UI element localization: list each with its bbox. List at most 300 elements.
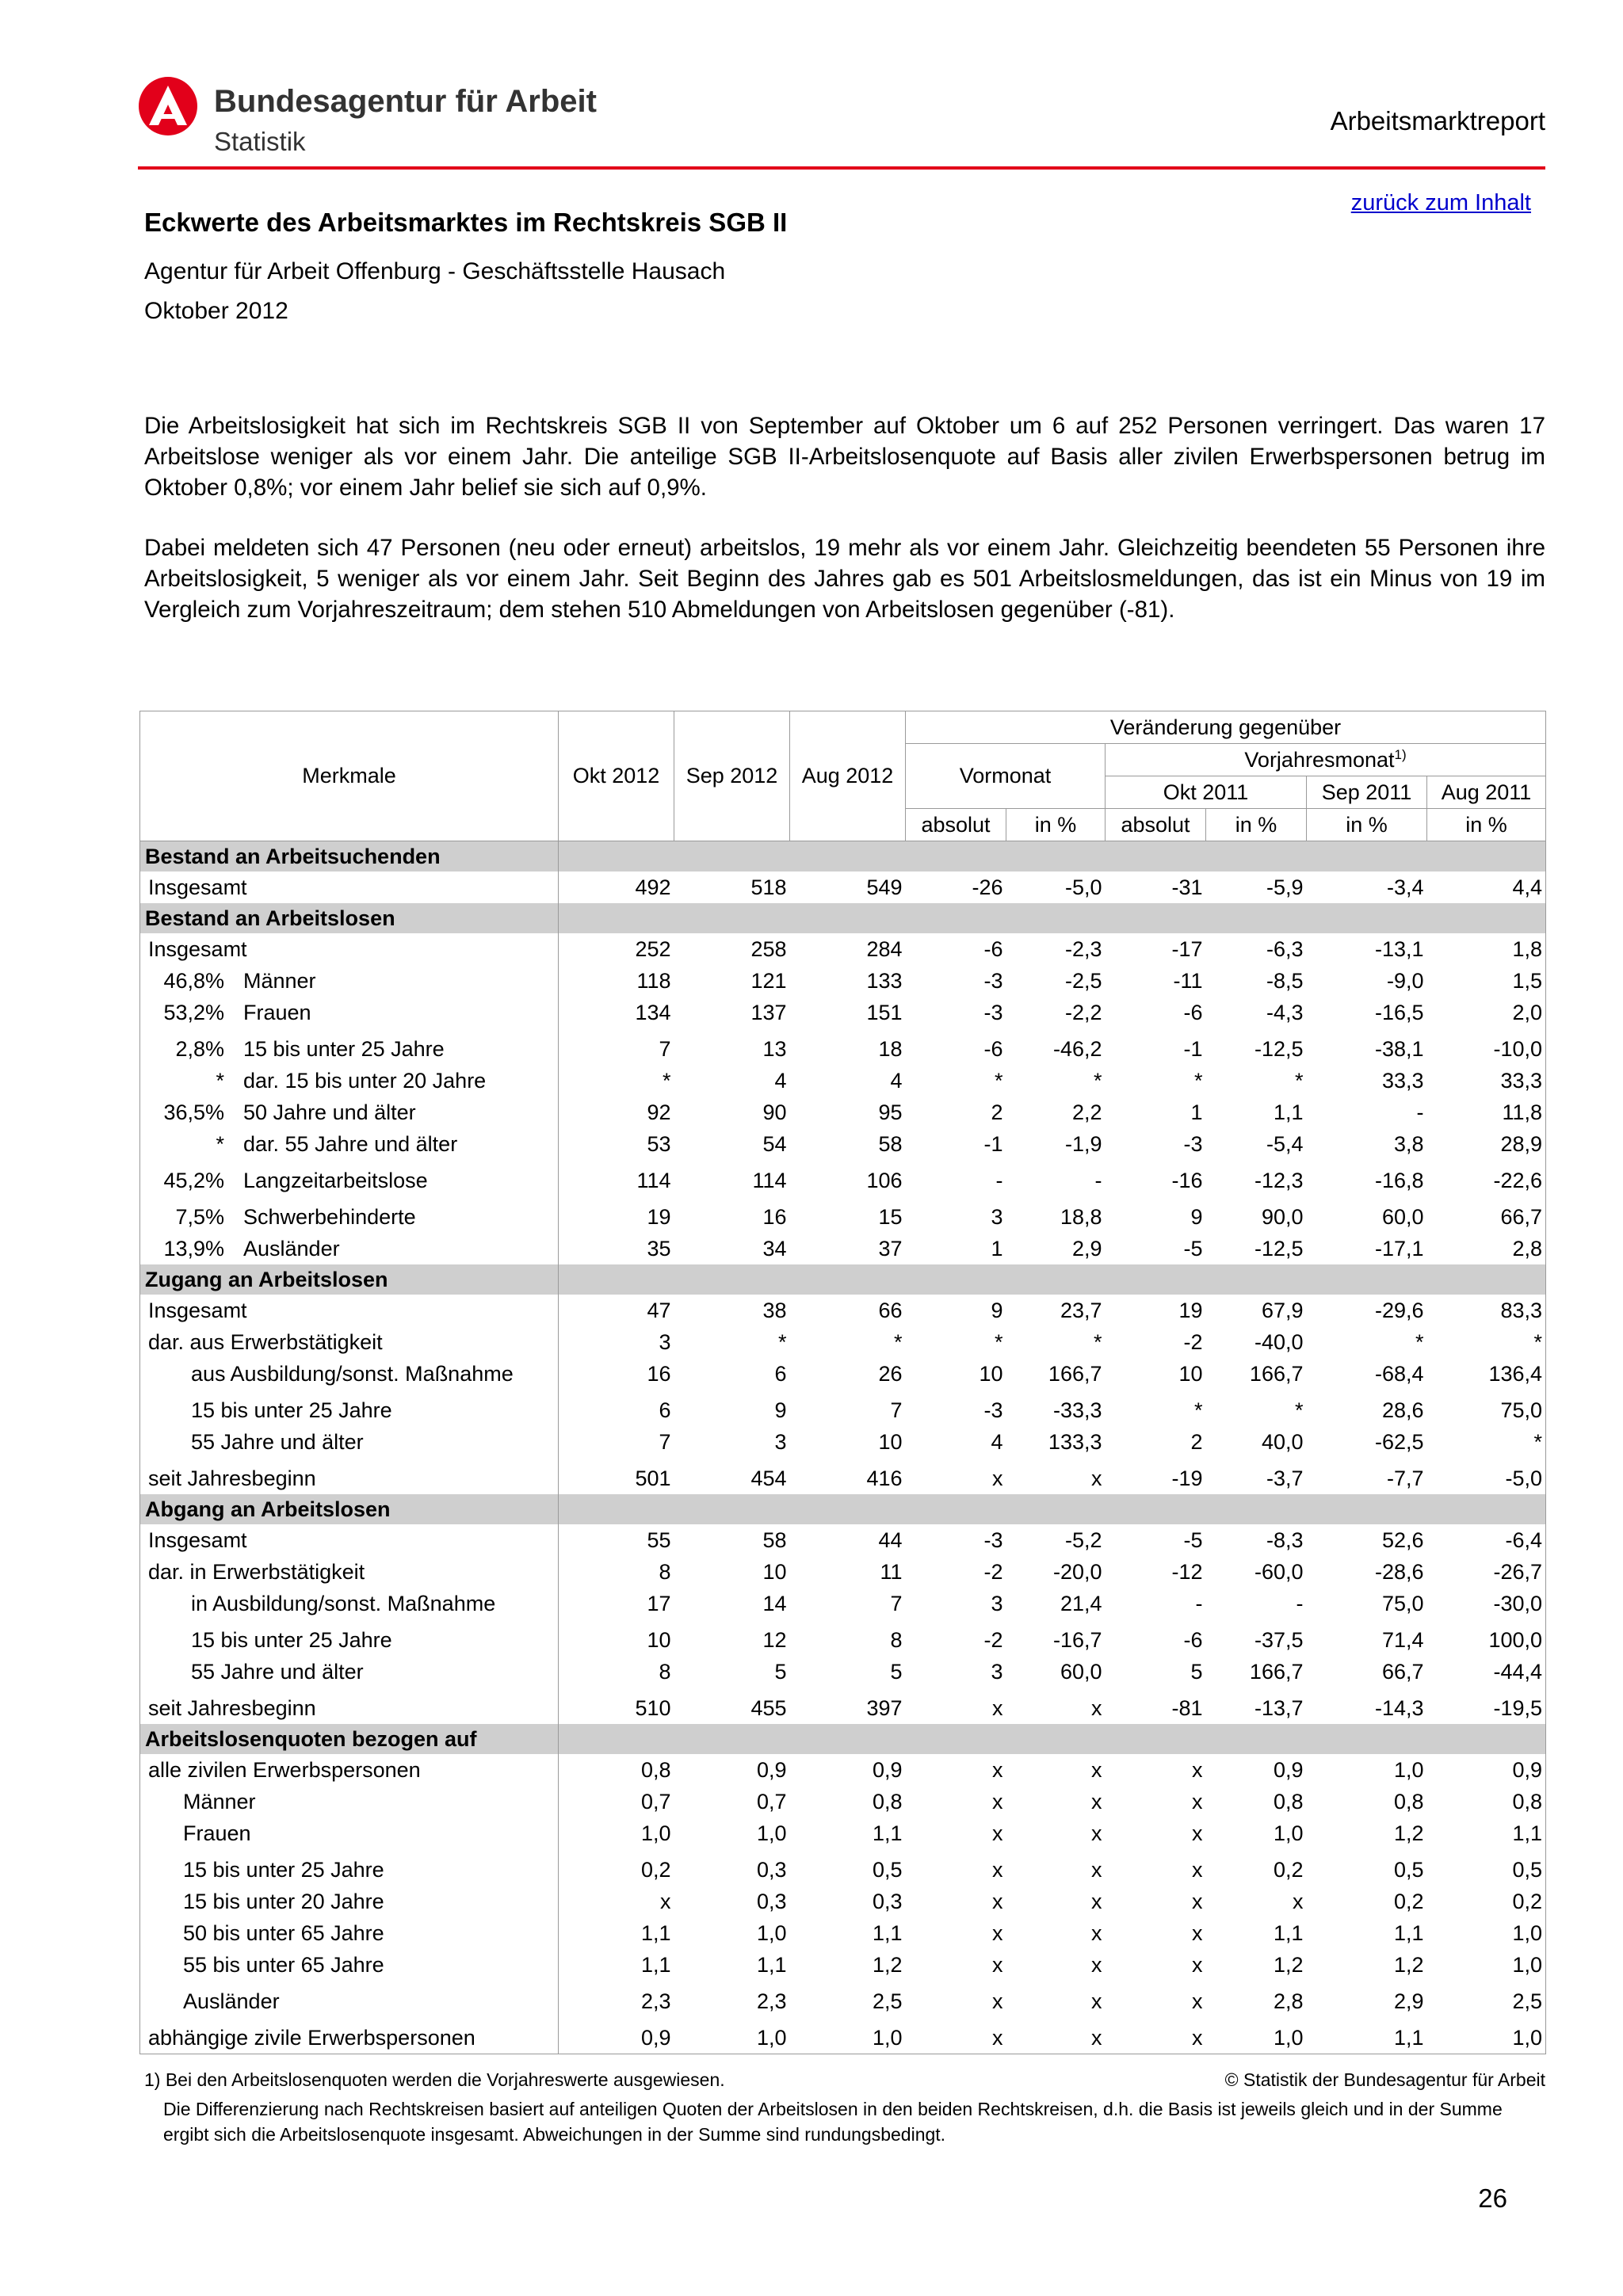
cell-value: 4 <box>991 1429 1003 1454</box>
footnote-ref: 1) <box>1394 747 1407 762</box>
cell-value: * <box>994 1329 1003 1354</box>
footnote-1: 1) Bei den Arbeitslosenquoten werden die Vorjahreswerte ausgewiesen. <box>144 2069 725 2090</box>
cell-value: 0,3 <box>756 1857 787 1882</box>
cell-value: 75,0 <box>1427 1390 1546 1426</box>
row-label-text: 50 Jahre und älter <box>243 1100 416 1124</box>
cell-value: 510 <box>635 1695 671 1720</box>
cell-value: x <box>1091 1789 1102 1814</box>
cell-value: 2 <box>991 1100 1003 1124</box>
cell-value: 1,1 <box>1273 1920 1304 1945</box>
row-label: 15 bis unter 25 Jahre <box>140 1849 559 1886</box>
table-row <box>140 1754 1546 1786</box>
section-row <box>140 1724 1546 1754</box>
section-row <box>140 841 1546 872</box>
cell-value: 284 <box>866 936 903 961</box>
cell-value: 1,1 <box>1273 1100 1304 1124</box>
cell-value: 10 <box>762 1559 787 1584</box>
cell-value: 2,2 <box>1071 1100 1102 1124</box>
cell-value: * <box>1093 1068 1102 1093</box>
row-label-text: Schwerbehinderte <box>243 1204 416 1229</box>
cell-value: x <box>1192 1920 1203 1945</box>
row-label: 15 bis unter 25 Jahre <box>140 1390 559 1426</box>
cell-value: x <box>992 1889 1003 1913</box>
cell-value: 1,0 <box>1427 2017 1546 2054</box>
cell-value: 4,4 <box>1427 871 1546 903</box>
section-fill <box>559 1724 1546 1754</box>
cell-value: 10 <box>878 1429 903 1454</box>
cell-value: 6 <box>774 1361 787 1386</box>
cell-value: -2 <box>983 1559 1003 1584</box>
cell-value: 1,1 <box>872 1821 903 1845</box>
cell-value: 33,3 <box>1381 1068 1424 1093</box>
cell-value: - <box>1094 1168 1102 1192</box>
cell-value: x <box>1192 1857 1203 1882</box>
row-label: alle zivilen Erwerbspersonen <box>140 1754 559 1786</box>
cell-value: 0,3 <box>872 1889 903 1913</box>
cell-value: 2,9 <box>1393 1989 1424 2013</box>
cell-value: 3,8 <box>1393 1131 1424 1156</box>
cell-value: -26 <box>972 875 1003 899</box>
cell-value: 60,0 <box>1060 1659 1102 1684</box>
cell-value: 16 <box>647 1361 671 1386</box>
cell-value: -1 <box>983 1131 1003 1156</box>
cell-value: 100,0 <box>1427 1619 1546 1656</box>
table-row <box>140 1786 1546 1817</box>
cell-value: x <box>1091 1821 1102 1845</box>
cell-value: 1,0 <box>1273 1821 1304 1845</box>
share-percent: 53,2% <box>163 1000 224 1024</box>
cell-value: 0,8 <box>640 1757 671 1782</box>
cell-value: x <box>992 1821 1003 1845</box>
cell-value: -17,1 <box>1374 1236 1424 1261</box>
table-row <box>140 965 1546 997</box>
share-percent: 2,8% <box>175 1036 224 1061</box>
cell-value: 28,9 <box>1427 1128 1546 1160</box>
row-label: 55 bis unter 65 Jahre <box>140 1949 559 1981</box>
table-row <box>140 1949 1546 1981</box>
header-in-pct: in % <box>1427 809 1546 841</box>
cell-value: x <box>1192 1757 1203 1782</box>
cell-value: 18,8 <box>1060 1204 1102 1229</box>
row-label: seit Jahresbeginn <box>140 1458 559 1494</box>
table-row <box>140 1917 1546 1949</box>
cell-value: -12 <box>1171 1559 1203 1584</box>
cell-value: 0,5 <box>1427 1849 1546 1886</box>
cell-value: 0,7 <box>756 1789 787 1814</box>
back-to-contents-link[interactable]: zurück zum Inhalt <box>1350 190 1531 215</box>
cell-value: -3 <box>983 1398 1003 1422</box>
cell-value: 19 <box>647 1204 671 1229</box>
cell-value: -3 <box>983 968 1003 993</box>
cell-value: 397 <box>866 1695 903 1720</box>
row-label: Ausländer <box>140 1981 559 2017</box>
section-fill <box>559 841 1546 872</box>
cell-value: 151 <box>866 1000 903 1024</box>
cell-value: -2,3 <box>1064 936 1102 961</box>
cell-value: 2,5 <box>1427 1981 1546 2017</box>
brand-name: Bundesagentur für Arbeit <box>214 84 597 119</box>
cell-value: 4 <box>774 1068 787 1093</box>
cell-value: 0,7 <box>640 1789 671 1814</box>
cell-value: 258 <box>750 936 787 961</box>
cell-value: -19 <box>1171 1466 1203 1490</box>
header-sep-2011: Sep 2011 <box>1307 776 1427 809</box>
cell-value: * <box>1427 1426 1546 1458</box>
cell-value: 14 <box>762 1591 787 1615</box>
cell-value: 7 <box>659 1429 671 1454</box>
table-row <box>140 1688 1546 1724</box>
page-subtitle: Agentur für Arbeit Offenburg - Geschäftsstelle Hausach <box>144 258 726 284</box>
cell-value: 16 <box>762 1204 787 1229</box>
cell-value: 518 <box>750 875 787 899</box>
row-label-text: Ausländer <box>243 1236 340 1261</box>
cell-value: 1,0 <box>640 1821 671 1845</box>
row-label: 55 Jahre und älter <box>140 1656 559 1688</box>
cell-value: 1,0 <box>674 2017 790 2054</box>
table-row <box>140 1160 1546 1196</box>
header-okt-2011: Okt 2011 <box>1106 776 1307 809</box>
cell-value: 416 <box>866 1466 903 1490</box>
cell-value: -13,7 <box>1254 1695 1304 1720</box>
table-row <box>140 997 1546 1028</box>
cell-value: 166,7 <box>1249 1361 1304 1386</box>
cell-value: -5,2 <box>1064 1527 1102 1552</box>
row-label-text: Frauen <box>243 1000 311 1024</box>
cell-value: 0,9 <box>872 1757 903 1782</box>
cell-value: x <box>992 1989 1003 2013</box>
cell-value: 137 <box>750 1000 787 1024</box>
cell-value: * <box>1294 1068 1304 1093</box>
section-label: Bestand an Arbeitsuchenden <box>140 841 559 872</box>
cell-value: -2 <box>1183 1329 1203 1354</box>
cell-value: 52,6 <box>1381 1527 1424 1552</box>
cell-value: -33,3 <box>1052 1398 1102 1422</box>
header-in-pct: in % <box>1006 809 1106 841</box>
share-percent: * <box>216 1068 224 1093</box>
cell-value: x <box>1192 1952 1203 1977</box>
cell-value: 83,3 <box>1427 1295 1546 1326</box>
cell-value: 166,7 <box>1048 1361 1102 1386</box>
cell-value: -1 <box>1183 1036 1203 1061</box>
cell-value: 0,5 <box>1393 1857 1424 1882</box>
cell-value: -28,6 <box>1374 1559 1424 1584</box>
table-row <box>140 1065 1546 1097</box>
page-number: 26 <box>1478 2183 1507 2213</box>
cell-value: 10 <box>1178 1361 1203 1386</box>
row-label: dar. in Erwerbstätigkeit <box>140 1556 559 1588</box>
cell-value: -12,5 <box>1254 1236 1304 1261</box>
cell-value: -9,0 <box>1386 968 1424 993</box>
cell-value: 54 <box>762 1131 787 1156</box>
table-row <box>140 1886 1546 1917</box>
cell-value: -16,5 <box>1374 1000 1424 1024</box>
cell-value: 1,8 <box>1427 933 1546 965</box>
share-percent: * <box>216 1131 224 1156</box>
cell-value: - <box>1195 1591 1203 1615</box>
table-row <box>140 1817 1546 1849</box>
cell-value: 75,0 <box>1381 1591 1424 1615</box>
row-label: in Ausbildung/sonst. Maßnahme <box>140 1588 559 1619</box>
header-merkmale: Merkmale <box>140 711 559 841</box>
cell-value: 13 <box>762 1036 787 1061</box>
row-label: seit Jahresbeginn <box>140 1688 559 1724</box>
cell-value: 133 <box>866 968 903 993</box>
header-sep-2012: Sep 2012 <box>674 711 790 841</box>
cell-value: -68,4 <box>1374 1361 1424 1386</box>
section-fill <box>559 1494 1546 1524</box>
table-row <box>140 871 1546 903</box>
cell-value: 9 <box>774 1398 787 1422</box>
cell-value: 33,3 <box>1427 1065 1546 1097</box>
cell-value: 53 <box>647 1131 671 1156</box>
cell-value: -22,6 <box>1427 1160 1546 1196</box>
cell-value: 1,1 <box>640 1952 671 1977</box>
table-row <box>140 1849 1546 1886</box>
cell-value: 23,7 <box>1060 1298 1102 1322</box>
cell-value: 1,1 <box>872 1920 903 1945</box>
header-absolut: absolut <box>906 809 1006 841</box>
cell-value: 3 <box>991 1659 1003 1684</box>
table-row <box>140 1233 1546 1264</box>
cell-value: -20,0 <box>1052 1559 1102 1584</box>
cell-value: x <box>906 2017 1006 2054</box>
row-label <box>140 965 559 997</box>
cell-value: -4,3 <box>1266 1000 1304 1024</box>
cell-value: 1,2 <box>1393 1952 1424 1977</box>
cell-value: 37 <box>878 1236 903 1261</box>
section-row <box>140 1494 1546 1524</box>
cell-value: -11 <box>1173 968 1203 993</box>
cell-value: 38 <box>762 1298 787 1322</box>
table-row <box>140 1588 1546 1619</box>
cell-value: -2,2 <box>1064 1000 1102 1024</box>
cell-value: -26,7 <box>1427 1556 1546 1588</box>
cell-value: 136,4 <box>1427 1358 1546 1390</box>
cell-value: 0,9 <box>756 1757 787 1782</box>
cell-value: -81 <box>1171 1695 1203 1720</box>
cell-value: 492 <box>635 875 671 899</box>
section-label: Arbeitslosenquoten bezogen auf <box>140 1724 559 1754</box>
cell-value: 1,2 <box>1393 1821 1424 1845</box>
cell-value: 6 <box>659 1398 671 1422</box>
cell-value: -29,6 <box>1374 1298 1424 1322</box>
cell-value: 1,1 <box>756 1952 787 1977</box>
cell-value: -5,0 <box>1427 1458 1546 1494</box>
cell-value: -3 <box>983 1000 1003 1024</box>
cell-value: 90,0 <box>1261 1204 1304 1229</box>
cell-value: 47 <box>647 1298 671 1322</box>
cell-value: -6,3 <box>1266 936 1304 961</box>
row-label <box>140 1160 559 1196</box>
table-row <box>140 1458 1546 1494</box>
cell-value: 44 <box>878 1527 903 1552</box>
cell-value: -6,4 <box>1427 1524 1546 1556</box>
cell-value: x <box>1192 1889 1203 1913</box>
cell-value: 60,0 <box>1381 1204 1424 1229</box>
cell-value: 1,2 <box>1273 1952 1304 1977</box>
cell-value: * <box>1093 1329 1102 1354</box>
cell-value: -14,3 <box>1374 1695 1424 1720</box>
cell-value: -12,5 <box>1254 1036 1304 1061</box>
cell-value: x <box>1091 1695 1102 1720</box>
cell-value: -2 <box>983 1627 1003 1652</box>
row-label: 55 Jahre und älter <box>140 1426 559 1458</box>
cell-value: 252 <box>635 936 671 961</box>
cell-value: 1,1 <box>640 1920 671 1945</box>
section-row <box>140 1264 1546 1295</box>
header-aug-2012: Aug 2012 <box>790 711 906 841</box>
cell-value: -6 <box>1183 1000 1203 1024</box>
cell-value: x <box>992 1466 1003 1490</box>
cell-value: 66,7 <box>1381 1659 1424 1684</box>
cell-value: 1,0 <box>1393 1757 1424 1782</box>
cell-value: 1 <box>1190 1100 1203 1124</box>
cell-value: 10 <box>979 1361 1003 1386</box>
table-row <box>140 1295 1546 1326</box>
table-row <box>140 933 1546 965</box>
cell-value: 17 <box>647 1591 671 1615</box>
cell-value: -19,5 <box>1427 1688 1546 1724</box>
cell-value: * <box>777 1329 787 1354</box>
share-percent: 7,5% <box>175 1204 224 1229</box>
cell-value: -3,4 <box>1386 875 1424 899</box>
cell-value: 71,4 <box>1381 1627 1424 1652</box>
row-label-text: dar. 55 Jahre und älter <box>243 1131 458 1156</box>
table-row <box>140 1196 1546 1233</box>
cell-value: -3 <box>983 1527 1003 1552</box>
copyright: © Statistik der Bundesagentur für Arbeit <box>1224 2069 1545 2090</box>
share-percent: 13,9% <box>163 1236 224 1261</box>
cell-value: 2,8 <box>1427 1233 1546 1264</box>
cell-value: 133,3 <box>1048 1429 1102 1454</box>
bundesagentur-logo-icon <box>138 76 198 136</box>
row-label: aus Ausbildung/sonst. Maßnahme <box>140 1358 559 1390</box>
labour-market-table <box>139 711 1546 2054</box>
row-label: 15 bis unter 25 Jahre <box>140 1619 559 1656</box>
row-label <box>140 1065 559 1097</box>
cell-value: 0,2 <box>1273 1857 1304 1882</box>
section-label: Zugang an Arbeitslosen <box>140 1264 559 1295</box>
header-vormonat: Vormonat <box>906 744 1106 809</box>
cell-value: -5 <box>1183 1236 1203 1261</box>
cell-value: 26 <box>878 1361 903 1386</box>
table-row <box>140 1390 1546 1426</box>
brand-subtitle: Statistik <box>214 127 306 156</box>
cell-value: 35 <box>647 1236 671 1261</box>
cell-value: 549 <box>866 875 903 899</box>
cell-value: 21,4 <box>1060 1591 1102 1615</box>
cell-value: 114 <box>752 1168 787 1192</box>
cell-value: 166,7 <box>1249 1659 1304 1684</box>
footnote-2: Die Differenzierung nach Rechtskreisen basiert auf anteiligen Quoten der Arbeitslosen in den beiden Rechtskreisen, d.h. die Basis ist jeweils gleich und in der Summe ergibt sich die Arbeitslosenquote insgesamt. Abweichungen in der Summe sind rundungsbedingt. <box>163 2099 1503 2145</box>
summary-paragraph-2: Dabei meldeten sich 47 Personen (neu oder erneut) arbeitslos, 19 mehr als vor einem Jahr. Gleichzeitig beendeten 55 Personen ihre Arbeitslosigkeit, 5 weniger als vor einem Jahr. Seit Beginn des Jahres gab es 501 Arbeitslosmeldungen, das ist ein Minus von 19 im Vergleich zum Vorjahreszeitraum; dem stehen 510 Abmeldungen von Arbeitslosen gegenüber (-81). <box>144 535 1545 623</box>
cell-value: 1 <box>991 1236 1003 1261</box>
row-label: 50 bis unter 65 Jahre <box>140 1917 559 1949</box>
cell-value: -6 <box>1183 1627 1203 1652</box>
cell-value: 9 <box>1190 1204 1203 1229</box>
cell-value: -44,4 <box>1427 1656 1546 1688</box>
cell-value: -17 <box>1171 936 1203 961</box>
cell-value: 1,0 <box>756 1821 787 1845</box>
row-label: Insgesamt <box>140 933 559 965</box>
cell-value: 11 <box>880 1559 903 1584</box>
summary-paragraph-1: Die Arbeitslosigkeit hat sich im Rechtskreis SGB II von September auf Oktober um 6 auf 252 Personen verringert. Das waren 17 Arbeitslose weniger als vor einem Jahr. Die anteilige SGB II-Arbeitslosenquote auf Basis aller zivilen Erwerbspersonen betrug im Oktober 0,8%; vor einem Jahr belief sie sich auf 0,9%. <box>144 413 1545 501</box>
page-title: Eckwerte des Arbeitsmarktes im Rechtskreis SGB II <box>144 208 788 237</box>
row-label: dar. aus Erwerbstätigkeit <box>140 1326 559 1358</box>
cell-value: 501 <box>635 1466 671 1490</box>
cell-value: 2,0 <box>1427 997 1546 1028</box>
header-aug-2011: Aug 2011 <box>1427 776 1546 809</box>
cell-value: x <box>1091 1466 1102 1490</box>
header-veraenderung: Veränderung gegenüber <box>906 711 1546 744</box>
cell-value: 454 <box>750 1466 787 1490</box>
cell-value: -5,4 <box>1266 1131 1304 1156</box>
table-row <box>140 1426 1546 1458</box>
cell-value: * <box>1427 1326 1546 1358</box>
table-row <box>140 1128 1546 1160</box>
cell-value: 455 <box>750 1695 787 1720</box>
cell-value: 3 <box>991 1591 1003 1615</box>
cell-value: 114 <box>636 1168 671 1192</box>
row-label: Insgesamt <box>140 1295 559 1326</box>
cell-value: -5 <box>1183 1527 1203 1552</box>
row-label <box>140 997 559 1028</box>
cell-value: -7,7 <box>1386 1466 1424 1490</box>
cell-value: - <box>1296 1591 1304 1615</box>
row-label <box>140 1028 559 1065</box>
cell-value: -12,3 <box>1254 1168 1304 1192</box>
cell-value: x <box>1192 1989 1203 2013</box>
cell-value: 5 <box>890 1659 903 1684</box>
row-label-text: 15 bis unter 25 Jahre <box>243 1036 445 1061</box>
cell-value: 67,9 <box>1261 1298 1304 1322</box>
header-in-pct: in % <box>1206 809 1307 841</box>
share-percent: 45,2% <box>163 1168 224 1192</box>
cell-value: x <box>1192 1821 1203 1845</box>
cell-value: 58 <box>762 1527 787 1552</box>
cell-value: -1,9 <box>1064 1131 1102 1156</box>
row-label-text: Langzeitarbeitslose <box>243 1168 428 1192</box>
cell-value: 28,6 <box>1381 1398 1424 1422</box>
cell-value: 55 <box>647 1527 671 1552</box>
cell-value: 4 <box>890 1068 903 1093</box>
cell-value: -6 <box>983 936 1003 961</box>
cell-value: x <box>1293 1889 1304 1913</box>
row-label-text: dar. 15 bis unter 20 Jahre <box>243 1068 487 1093</box>
cell-value: 66 <box>878 1298 903 1322</box>
cell-value: -31 <box>1171 875 1203 899</box>
cell-value: 2 <box>1190 1429 1203 1454</box>
cell-value: 7 <box>659 1036 671 1061</box>
cell-value: 0,5 <box>872 1857 903 1882</box>
row-label: Insgesamt <box>140 871 559 903</box>
cell-value: 3 <box>991 1204 1003 1229</box>
cell-value: x <box>1091 1989 1102 2013</box>
cell-value: 1,2 <box>872 1952 903 1977</box>
cell-value: 3 <box>774 1429 787 1454</box>
cell-value: 0,2 <box>1427 1886 1546 1917</box>
header-okt-2012: Okt 2012 <box>559 711 674 841</box>
cell-value: x <box>992 1857 1003 1882</box>
section-label: Bestand an Arbeitslosen <box>140 903 559 933</box>
section-label: Abgang an Arbeitslosen <box>140 1494 559 1524</box>
cell-value: 7 <box>890 1591 903 1615</box>
cell-value: 1,5 <box>1427 965 1546 997</box>
cell-value: * <box>1193 1398 1203 1422</box>
cell-value: 0,2 <box>1393 1889 1424 1913</box>
cell-value: x <box>992 1789 1003 1814</box>
cell-value: 10 <box>647 1627 671 1652</box>
